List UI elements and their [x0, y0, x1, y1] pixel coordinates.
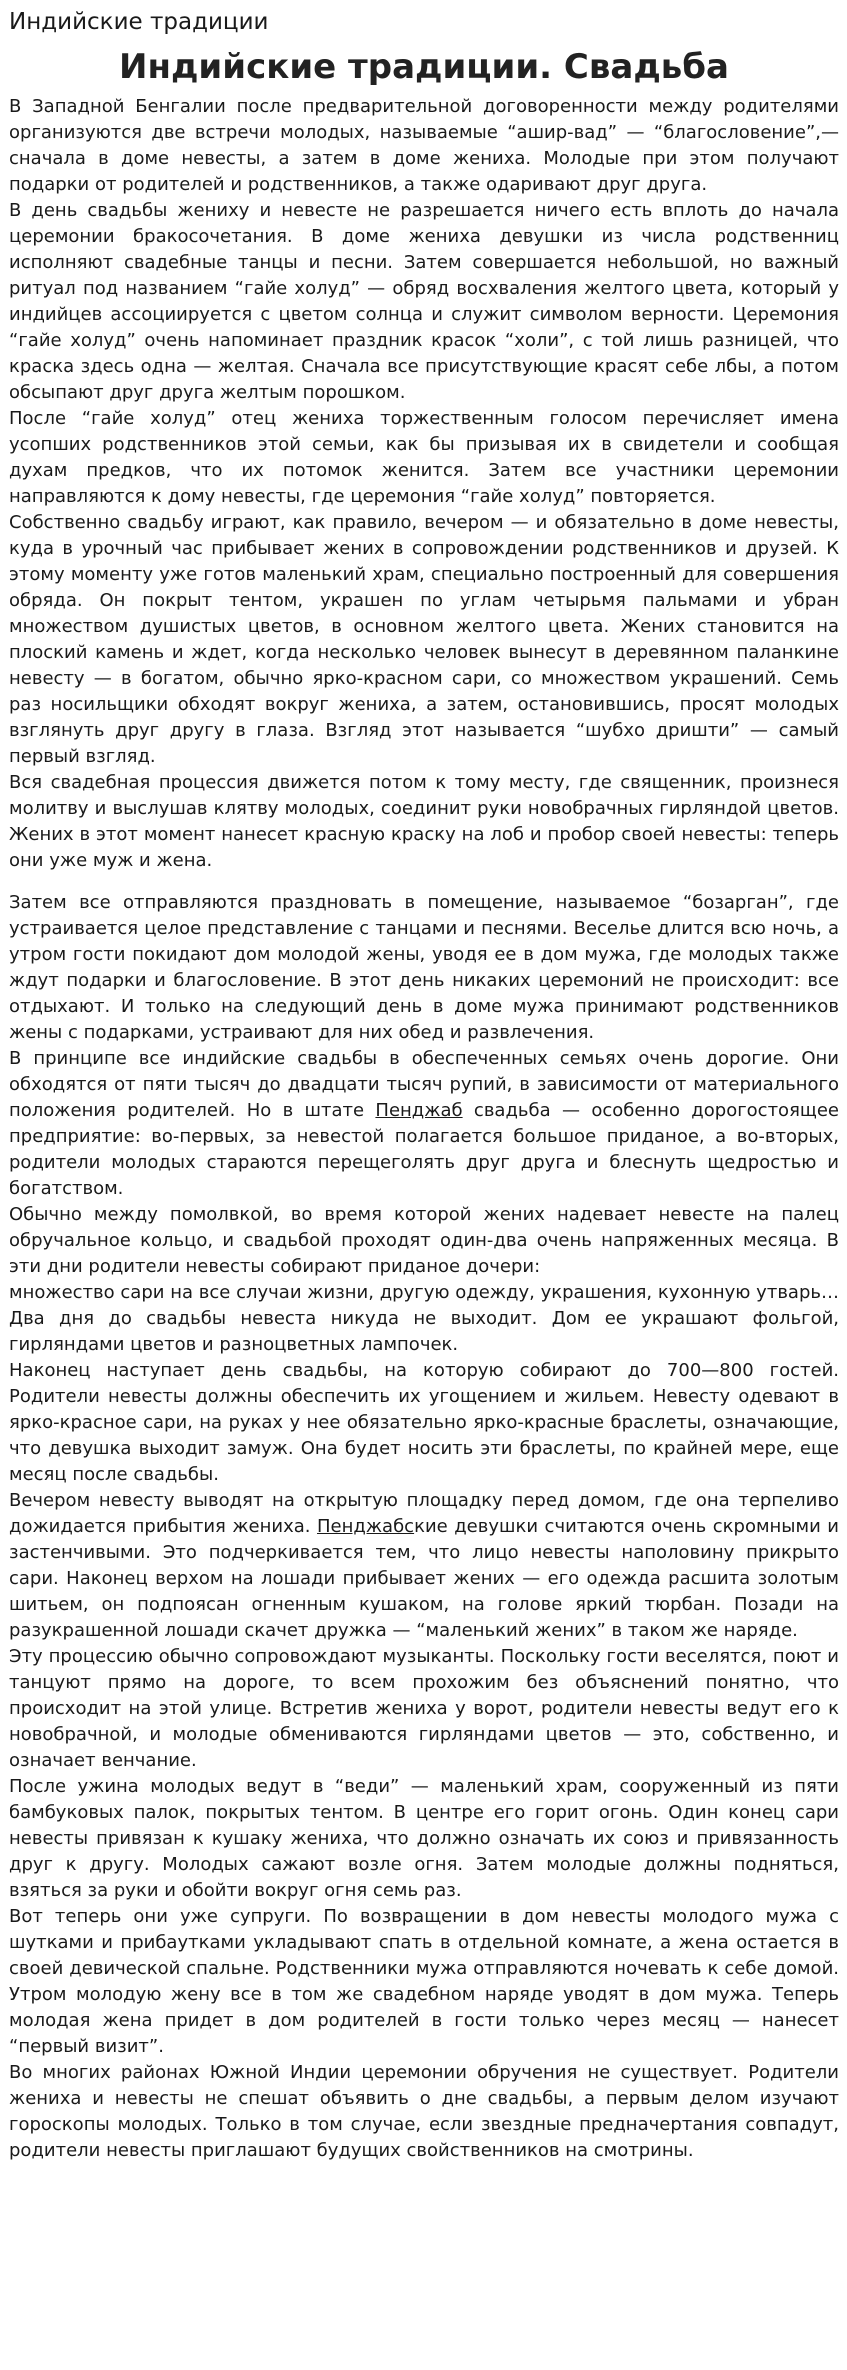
paragraph-text: Вся свадебная процессия движется потом к тому месту, где священник, произнеся молитву и выслушав клятву молодых, соединит руки новобрачных гирляндой цветов. Жених в этот момент нанесет красную краску на лоб и пробор своей невесты: теперь они уже муж и жена.: [9, 772, 839, 871]
link-punjab-2[interactable]: Пенджабс: [317, 1516, 415, 1537]
paragraph: [9, 1904, 839, 2060]
paragraph-text: После ужина молодых ведут в “веди” — маленький храм, сооруженный из пяти бамбуковых палок, покрытых тентом. В центре его горит огонь. Один конец сари невесты привязан к кушаку жениха, что должно означать их союз и привязанность друг к другу. Молодых сажают возле огня. Затем молодые должны подняться, взяться за руки и обойти вокруг огня семь раз.: [9, 1776, 839, 1901]
paragraph: [9, 1644, 839, 1774]
article-title: Индийские традиции. Свадьба: [119, 47, 729, 87]
paragraph: [9, 1488, 839, 1644]
paragraph-text: Собственно свадьбу играют, как правило, вечером — и обязательно в доме невесты, куда в урочный час прибывает жених в сопровождении родственников и друзей. К этому моменту уже готов маленький храм, специально построенный для совершения обряда. Он покрыт тентом, украшен по углам четырьмя пальмами и убран множеством душистых цветов, в основном желтого цвета. Жених становится на плоский камень и ждет, когда несколько человек вынесут в деревянном паланкине невесту — в богатом, обычно ярко-красном сари, со множеством украшений. Семь раз носильщики обходят вокруг жениха, а затем, остановившись, просят молодых взглянуть друг другу в глаза. Взгляд этот называется “шубхо дришти” — самый первый взгляд.: [9, 512, 839, 767]
paragraph: [9, 1280, 839, 1358]
paragraph: [9, 1358, 839, 1488]
paragraph: [9, 510, 839, 770]
site-title: Индийские традиции: [9, 9, 269, 35]
paragraph: [9, 198, 839, 406]
paragraph: [9, 406, 839, 510]
paragraph-text: После “гайе холуд” отец жениха торжественным голосом перечисляет имена усопших родственников этой семьи, как бы призывая их в свидетели и сообщая духам предков, что их потомок женится. Затем все участники церемонии направляются к дому невесты, где церемония “гайе холуд” повторяется.: [9, 408, 839, 507]
paragraph-text: Наконец наступает день свадьбы, на которую собирают до 700—800 гостей. Родители невесты должны обеспечить их угощением и жильем. Невесту одевают в ярко-красное сари, на руках у нее обязательно ярко-красные браслеты, означающие, что девушка выходит замуж. Она будет носить эти браслеты, по крайней мере, еще месяц после свадьбы.: [9, 1360, 839, 1485]
paragraph-text: В принципе все индийские свадьбы в обеспеченных семьях очень дорогие. Они обходятся от пяти тысяч до двадцати тысяч рупий, в зависимости от материального положения родителей. Но в штате: [9, 1048, 839, 1121]
paragraph: [9, 1774, 839, 1904]
link-punjab[interactable]: Пенджаб: [375, 1100, 463, 1121]
paragraph-text: свадьба — особенно дорогостоящее предприятие: во-первых, за невестой полагается большое приданое, а во-вторых, родители молодых стараются перещеголять друг друга и блеснуть щедростью и богатством.: [9, 1100, 839, 1199]
paragraph-text: Обычно между помолвкой, во время которой жених надевает невесте на палец обручальное кольцо, и свадьбой проходят один-два очень напряженных месяца. В эти дни родители невесты собирают приданое дочери:: [9, 1204, 839, 1277]
paragraph-text: В Западной Бенгалии после предварительной договоренности между родителями организуются две встречи молодых, называемые “ашир-вад” — “благословение”,—сначала в доме невесты, а затем в доме жениха. Молодые при этом получают подарки от родителей и родственников, а также одаривают друг друга.: [9, 96, 839, 195]
paragraph: [9, 770, 839, 874]
paragraph: [9, 890, 839, 1046]
paragraph: [9, 1046, 839, 1202]
paragraph-text: множество сари на все случаи жизни, другую одежду, украшения, кухонную утварь… Два дня до свадьбы невеста никуда не выходит. Дом ее украшают фольгой, гирляндами цветов и разноцветных лампочек.: [9, 1282, 839, 1355]
paragraph-text: В день свадьбы жениху и невесте не разрешается ничего есть вплоть до начала церемонии бракосочетания. В доме жениха девушки из числа родственниц исполняют свадебные танцы и песни. Затем совершается небольшой, но важный ритуал под названием “гайе холуд” — обряд восхваления желтого цвета, который у индийцев ассоциируется с цветом солнца и служит символом верности. Церемония “гайе холуд” очень напоминает праздник красок “холи”, с той лишь разницей, что краска здесь одна — желтая. Сначала все присутствующие красят себе лбы, а потом обсыпают друг друга желтым порошком.: [9, 200, 839, 403]
paragraph: [9, 94, 839, 198]
paragraph: [9, 1202, 839, 1280]
paragraph: [9, 2060, 839, 2164]
paragraph-text: кие девушки считаются очень скромными и застенчивыми. Это подчеркивается тем, что лицо невесты наполовину прикрыто сари. Наконец верхом на лошади прибывает жених — его одежда расшита золотым шитьем, он подпоясан огненным кушаком, на голове яркий тюрбан. Позади на разукрашенной лошади скачет дружка — “маленький жених” в таком же наряде.: [9, 1516, 839, 1641]
article-body: [9, 94, 839, 2164]
paragraph-text: Во многих районах Южной Индии церемонии обручения не существует. Родители жениха и невесты не спешат объявить о дне свадьбы, а первым делом изучают гороскопы молодых. Только в том случае, если звездные предначертания совпадут, родители невесты приглашают будущих свойственников на смотрины.: [9, 2062, 839, 2161]
paragraph-text: Вечером невесту выводят на открытую площадку перед домом, где она терпеливо дожидается прибытия жениха.: [9, 1490, 839, 1537]
paragraph-text: Затем все отправляются праздновать в помещение, называемое “бозарган”, где устраивается целое представление с танцами и песнями. Веселье длится всю ночь, а утром гости покидают дом молодой жены, уводя ее в дом мужа, где молодых также ждут подарки и благословение. В этот день никаких церемоний не происходит: все отдыхают. И только на следующий день в доме мужа принимают родственников жены с подарками, устраивают для них обед и развлечения.: [9, 892, 839, 1043]
paragraph-text: Вот теперь они уже супруги. По возвращении в дом невесты молодого мужа с шутками и прибаутками укладывают спать в отдельной комнате, а жена остается в своей девической спальне. Родственники мужа отправляются ночевать к себе домой. Утром молодую жену все в том же свадебном наряде уводят в дом мужа. Теперь молодая жена придет в дом родителей в гости только через месяц — нанесет “первый визит”.: [9, 1906, 839, 2057]
paragraph-text: Эту процессию обычно сопровождают музыканты. Поскольку гости веселятся, поют и танцуют прямо на дороге, то всем прохожим без объяснений понятно, что происходит на этой улице. Встретив жениха у ворот, родители невесты ведут его к новобрачной, и молодые обмениваются гирляндами цветов — это, собственно, и означает венчание.: [9, 1646, 839, 1771]
